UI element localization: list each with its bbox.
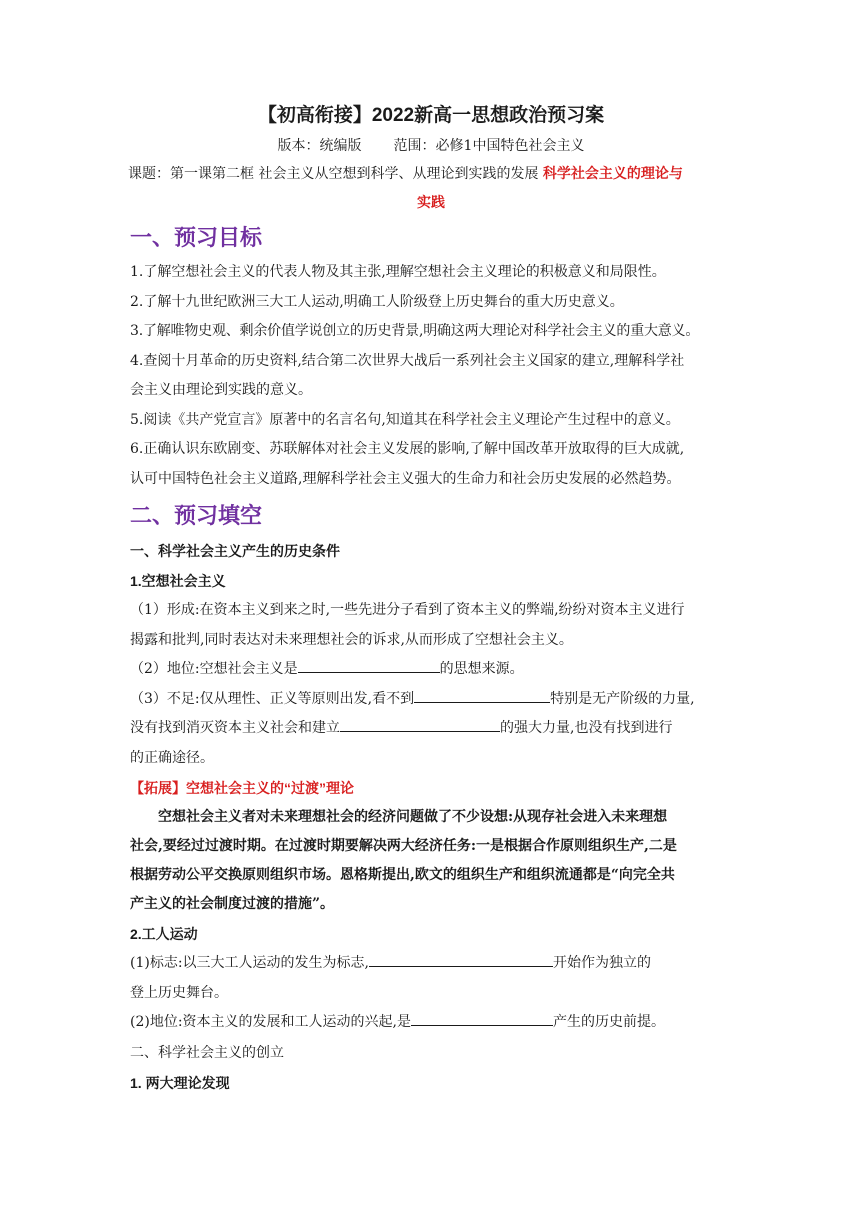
text-line: （1）形成:在资本主义到来之时,一些先进分子看到了资本主义的弊端,纷纷对资本主义进行	[130, 602, 685, 618]
text-line: 揭露和批判,同时表达对未来理想社会的诉求,从而形成了空想社会主义。	[130, 631, 573, 648]
extension-line: 产主义的社会制度过渡的措施”。	[130, 896, 335, 912]
fill-line: （2）地位:空想社会主义是 的思想来源。	[130, 655, 732, 685]
page-title: 【初高衔接】2022新高一思想政治预习案	[257, 105, 605, 126]
fill-line: 没有找到消灭资本主义社会和建立 的强大力量,也没有找到进行	[130, 714, 732, 744]
goal-line: 1.了解空想社会主义的代表人物及其主张,理解空想社会主义理论的积极意义和局限性。	[130, 264, 666, 280]
text-line: 登上历史舞台。	[130, 984, 228, 1001]
goal-line: 2.了解十九世纪欧洲三大工人运动,明确工人阶级登上历史舞台的重大历史意义。	[130, 293, 624, 310]
fill-blank[interactable]	[340, 716, 500, 732]
goal-line: 认可中国特色社会主义道路,理解科学社会主义强大的生命力和社会历史发展的必然趋势。	[130, 470, 681, 487]
topic-highlight: 科学社会主义的理论与	[542, 166, 683, 182]
fill-blank[interactable]	[411, 1010, 553, 1026]
item-heading: 1.空想社会主义	[130, 573, 226, 589]
goal-line: 会主义由理论到实践的意义。	[130, 382, 312, 398]
extension-body	[130, 803, 732, 919]
fill-line: (1)标志:以三大工人运动的发生为标志, 开始作为独立的	[130, 949, 732, 979]
extension-title: 【拓展】空想社会主义的“过渡”理论	[130, 780, 354, 796]
part-heading: 二、科学社会主义的创立	[130, 1044, 284, 1061]
section-heading-goals: 一、预习目标	[130, 225, 263, 250]
goals-list	[130, 258, 740, 494]
version-text: 版本：统编版	[277, 138, 362, 154]
fill-blank[interactable]	[369, 951, 553, 967]
fill-blank[interactable]	[414, 687, 550, 703]
topic-highlight-cont: 实践	[417, 195, 445, 211]
text-line: 的正确途径。	[130, 749, 214, 766]
extension-line: 空想社会主义者对未来理想社会的经济问题做了不少设想:从现存社会进入未来理想	[158, 809, 668, 825]
goal-line: 6.正确认识东欧剧变、苏联解体对社会主义发展的影响,了解中国改革开放取得的巨大成就,	[130, 441, 685, 457]
topic-line	[128, 160, 734, 218]
goal-line: 4.查阅十月革命的历史资料,结合第二次世界大战后一系列社会主义国家的建立,理解科学社	[130, 352, 685, 369]
goal-line: 5.阅读《共产党宣言》原著中的名言名句,知道其在科学社会主义理论产生过程中的意义。	[130, 411, 680, 428]
extension-line: 社会,要经过过渡时期。在过渡时期要解决两大经济任务:一是根据合作原则组织生产,二是	[130, 838, 677, 854]
document-page	[130, 100, 732, 1098]
fill-blank[interactable]	[298, 657, 440, 673]
subtitle-line	[130, 132, 732, 160]
item-heading: 1. 两大理论发现	[130, 1074, 230, 1091]
scope-text: 范围：必修1中国特色社会主义	[393, 138, 585, 154]
item-heading: 2.工人运动	[130, 926, 198, 942]
fill-line: (2)地位:资本主义的发展和工人运动的兴起,是 产生的历史前提。	[130, 1008, 732, 1038]
extension-line: 根据劳动公平交换原则组织市场。恩格斯提出,欧文的组织生产和组织流通都是“向完全共	[130, 867, 675, 883]
topic-prefix: 课题：第一课第二框 社会主义从空想到科学、从理论到实践的发展	[128, 166, 539, 182]
section-heading-fill: 二、预习填空	[130, 503, 263, 528]
part-heading: 一、科学社会主义产生的历史条件	[130, 543, 340, 559]
fill-line: （3）不足:仅从理性、正义等原则出发,看不到 特别是无产阶级的力量,	[130, 685, 732, 715]
goal-line: 3.了解唯物史观、剩余价值学说创立的历史背景,明确这两大理论对科学社会主义的重大意义。	[130, 323, 700, 339]
